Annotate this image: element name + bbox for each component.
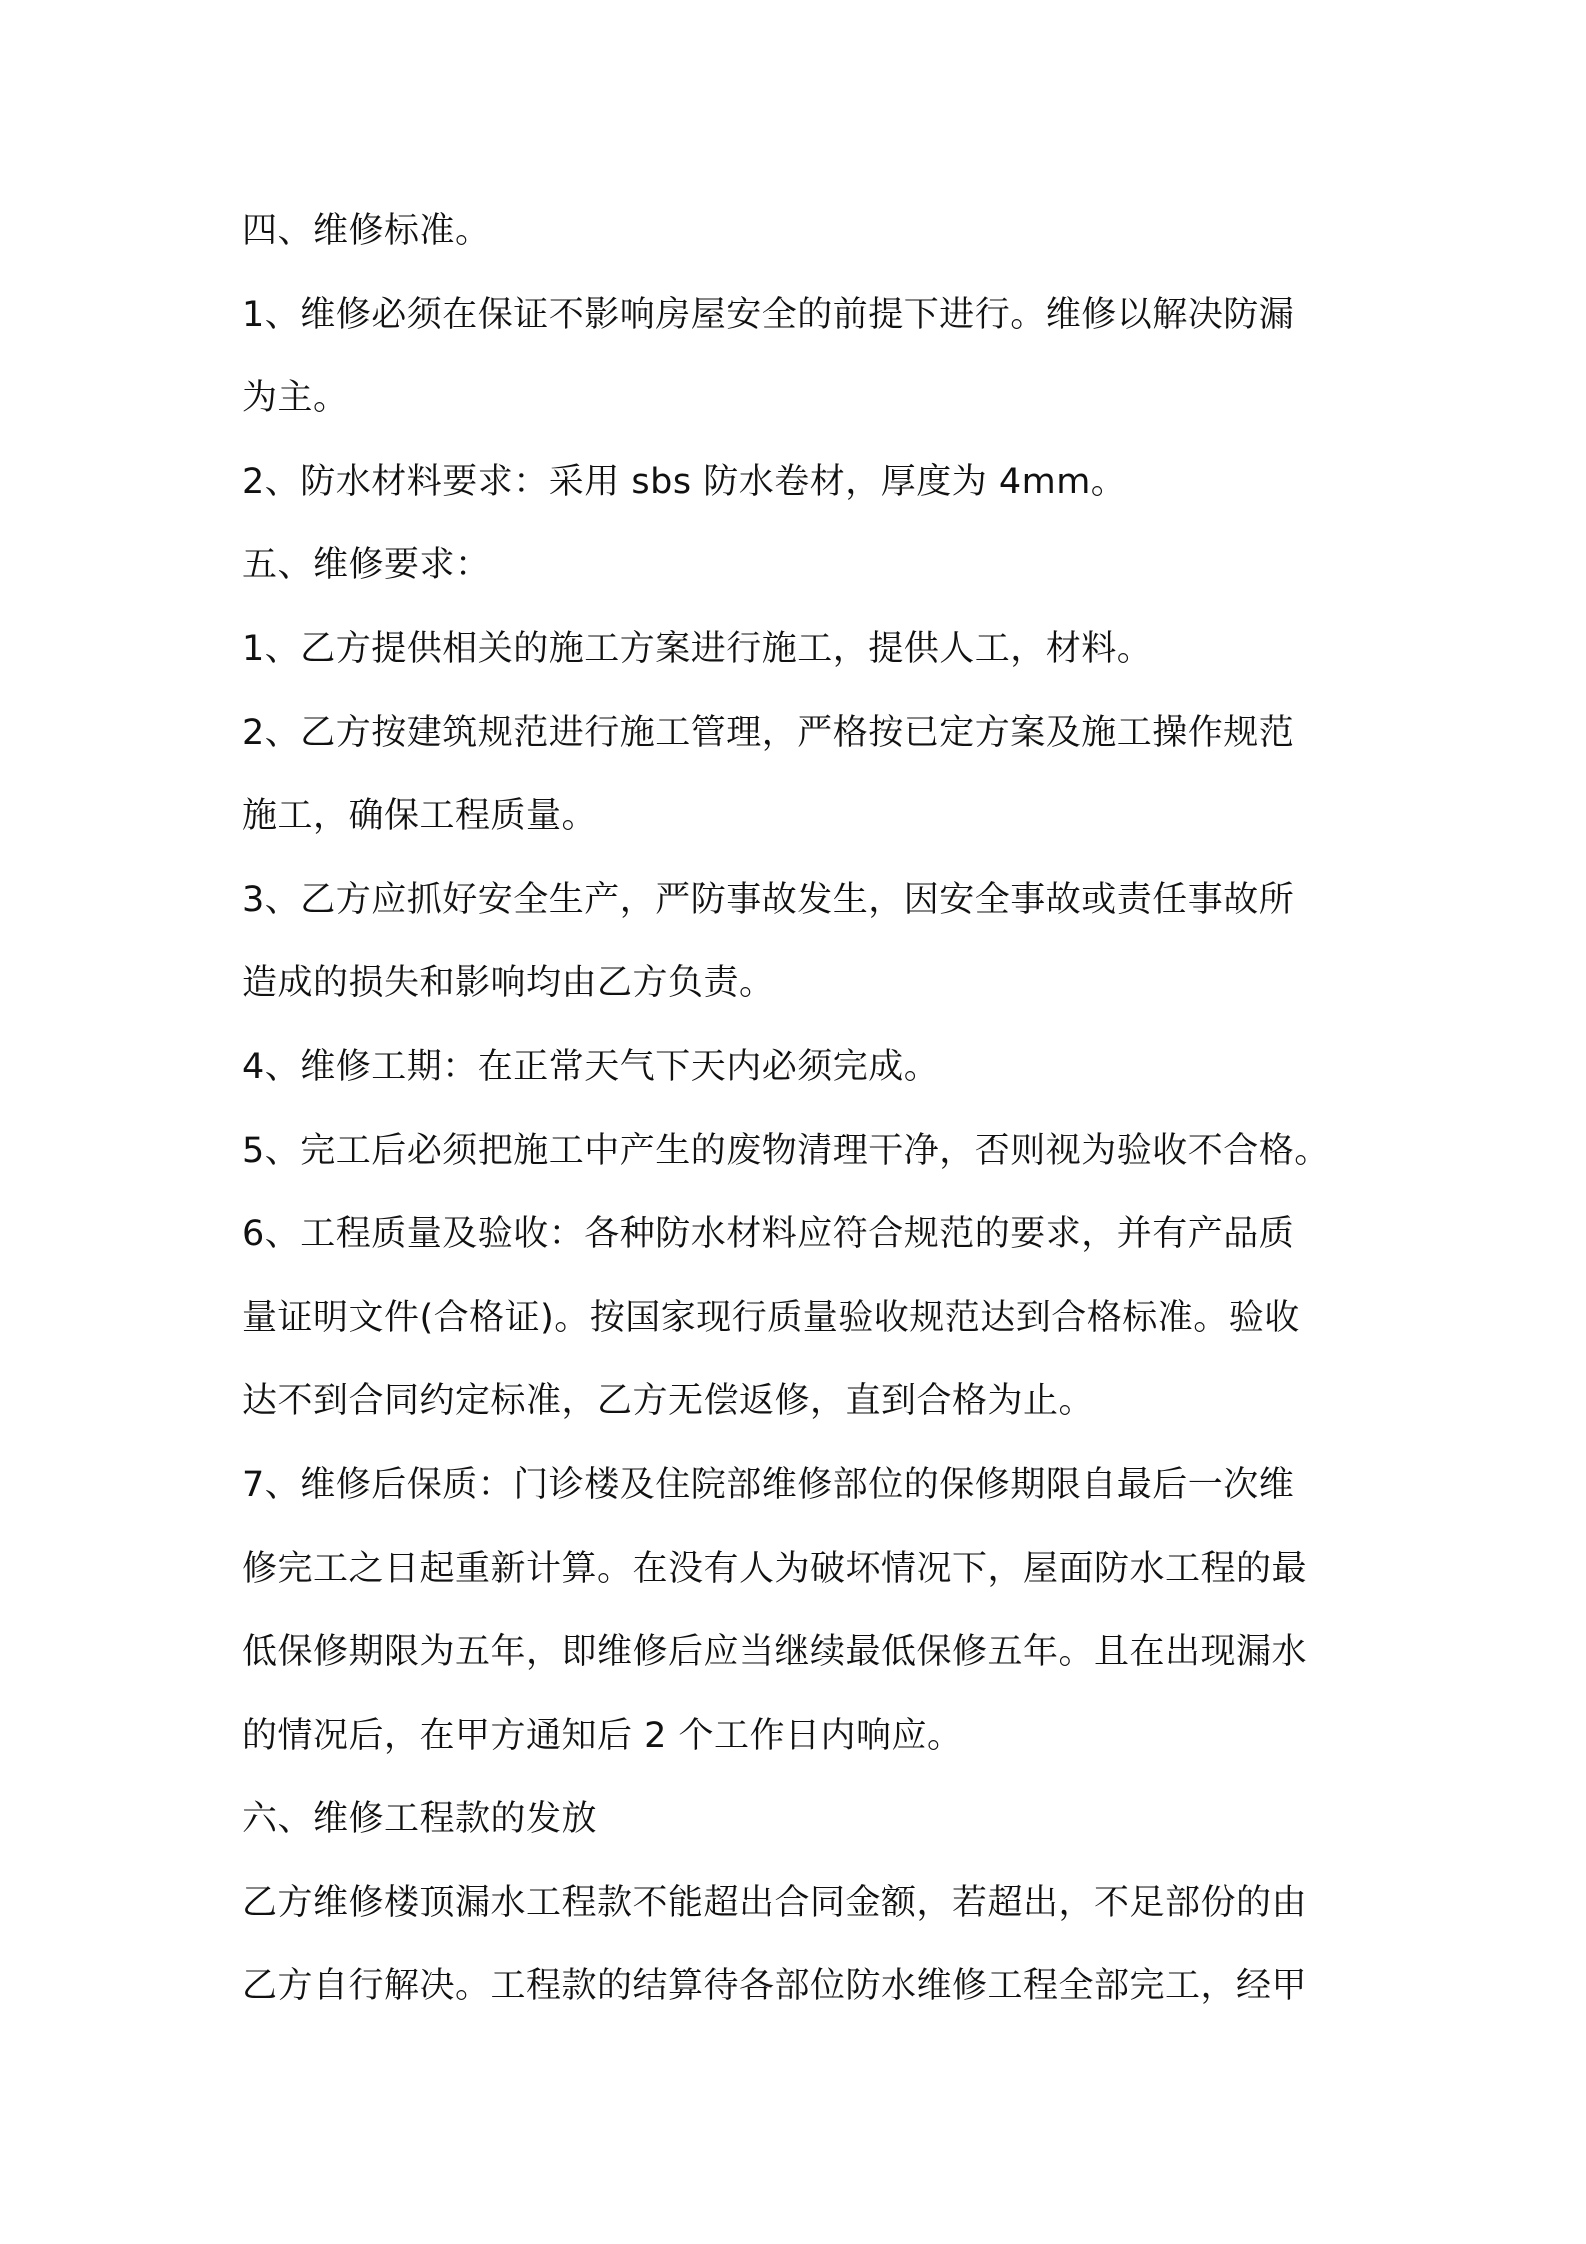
document-body (242, 196, 1372, 2035)
section-heading-4: 四、维修标准。 (242, 211, 491, 251)
paragraph-line: 达不到合同约定标准，乙方无偿返修，直到合格为止。 (242, 1381, 1095, 1422)
paragraph-line: 2、乙方按建筑规范进行施工管理，严格按已定方案及施工操作规范 (242, 712, 1295, 753)
paragraph-line: 乙方维修楼顶漏水工程款不能超出合同金额，若超出，不足部份的由 (242, 1882, 1308, 1923)
paragraph-line: 低保修期限为五年，即维修后应当继续最低保修五年。且在出现漏水 (242, 1632, 1308, 1673)
paragraph-line: 的情况后，在甲方通知后 2 个工作日内响应。 (242, 1715, 963, 1756)
section-heading-6: 六、维修工程款的发放 (242, 1799, 598, 1840)
paragraph-line: 施工，确保工程质量。 (242, 796, 598, 837)
paragraph-line: 乙方自行解决。工程款的结算待各部位防水维修工程全部完工，经甲 (242, 1966, 1308, 2007)
paragraph-line: 1、维修必须在保证不影响房屋安全的前提下进行。维修以解决防漏 (242, 294, 1295, 335)
paragraph-line: 1、乙方提供相关的施工方案进行施工，提供人工，材料。 (242, 628, 1153, 669)
paragraph-line: 6、工程质量及验收：各种防水材料应符合规范的要求，并有产品质 (242, 1214, 1295, 1255)
paragraph-line: 5、完工后必须把施工中产生的废物清理干净，否则视为验收不合格。 (242, 1130, 1330, 1171)
paragraph-line: 3、乙方应抓好安全生产，严防事故发生，因安全事故或责任事故所 (242, 879, 1295, 920)
paragraph-line: 量证明文件(合格证)。按国家现行质量验收规范达到合格标准。验收 (242, 1297, 1300, 1338)
paragraph-line: 修完工之日起重新计算。在没有人为破坏情况下，屋面防水工程的最 (242, 1548, 1308, 1589)
paragraph-line: 造成的损失和影响均由乙方负责。 (242, 963, 775, 1004)
paragraph-line: 为主。 (242, 378, 349, 419)
paragraph-line: 7、维修后保质：门诊楼及住院部维修部位的保修期限自最后一次维 (242, 1464, 1295, 1505)
paragraph-line: 2、防水材料要求：采用 sbs 防水卷材，厚度为 4mm。 (242, 461, 1127, 502)
paragraph-line: 4、维修工期：在正常天气下天内必须完成。 (242, 1046, 940, 1087)
section-heading-5: 五、维修要求： (242, 545, 491, 586)
